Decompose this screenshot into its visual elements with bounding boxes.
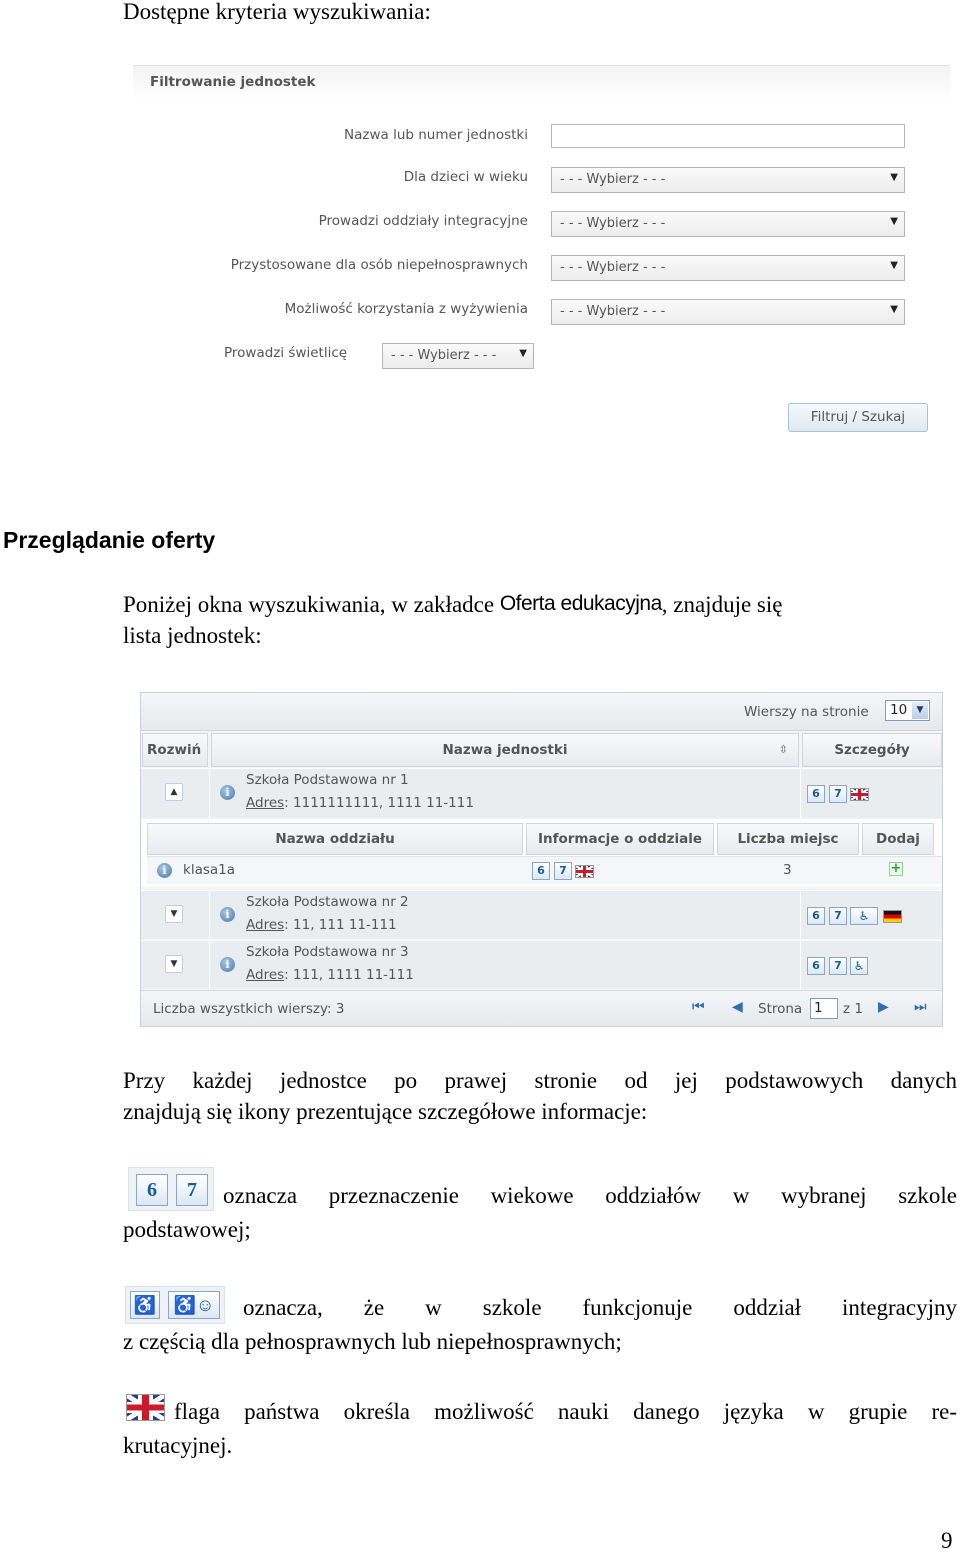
wheelchair-icon: ♿ — [130, 1291, 160, 1319]
age-badge-7[interactable]: 7 — [829, 785, 847, 803]
next-page-icon[interactable]: ▶ — [878, 999, 889, 1015]
age-select-value: - - - Wybierz - - - — [560, 172, 666, 187]
address-value: : 111, 1111 11-111 — [284, 967, 414, 983]
address-label: Adres — [246, 917, 285, 933]
disabled-select[interactable] — [551, 255, 905, 281]
expand-icon[interactable]: ▼ — [165, 905, 183, 923]
filter-label-name: Nazwa lub numer jednostki — [344, 127, 528, 143]
filter-header — [133, 65, 950, 102]
unit-name: Szkoła Podstawowa nr 3 — [246, 944, 409, 960]
class-name: klasa1a — [183, 862, 236, 878]
intro-heading: Dostępne kryteria wyszukiwania: — [123, 0, 431, 24]
page-of: z 1 — [843, 1001, 863, 1017]
legend-age-icons — [128, 1167, 214, 1211]
filter-label-integration: Prowadzi oddziały integracyjne — [318, 213, 528, 229]
table-row — [141, 768, 942, 818]
page-input[interactable] — [810, 998, 838, 1019]
uk-flag-icon[interactable] — [850, 788, 869, 801]
de-flag-icon[interactable] — [883, 910, 902, 923]
chevron-down-icon: ▼ — [890, 172, 898, 183]
prev-page-icon[interactable]: ◀ — [732, 999, 743, 1015]
legend-age-line1: oznacza przeznaczenie wiekowe oddziałów w wybranej szkole — [223, 1183, 957, 1208]
sub-col-add-header: Dodaj — [862, 823, 934, 855]
info-icon[interactable]: i — [220, 785, 235, 800]
filter-label-daycare: Prowadzi świetlicę — [224, 345, 348, 361]
places-count: 3 — [783, 862, 792, 878]
unit-address — [246, 795, 474, 811]
filter-search-button[interactable]: Filtruj / Szukaj — [788, 403, 928, 432]
legend-integration-line1: oznacza, że w szkole funkcjonuje oddział integracyjny — [243, 1295, 957, 1320]
chevron-down-icon: ▼ — [890, 304, 898, 315]
info-icon[interactable]: i — [157, 863, 172, 878]
address-label: Adres — [246, 967, 285, 983]
sub-col-places-header: Liczba miejsc — [717, 823, 859, 855]
uk-flag-icon[interactable] — [575, 865, 594, 878]
integration-select[interactable] — [551, 211, 905, 237]
filter-title: Filtrowanie jednostek — [150, 74, 316, 90]
filter-label-meals: Możliwość korzystania z wyżywienia — [284, 301, 528, 317]
sub-col-name-header: Nazwa oddziału — [147, 823, 523, 855]
age-badge-7[interactable]: 7 — [829, 907, 847, 925]
filter-label-disabled: Przystosowane dla osób niepełnosprawnych — [230, 257, 528, 273]
info-icon[interactable]: i — [220, 957, 235, 972]
name-input[interactable] — [551, 124, 905, 148]
para1-highlight: Oferta edukacyjna — [499, 592, 662, 615]
legend-age-line2: podstawowej; — [123, 1217, 251, 1242]
sub-grid — [141, 819, 942, 887]
sub-col-info-header: Informacje o oddziale — [526, 823, 714, 855]
chevron-down-icon: ▼ — [890, 260, 898, 271]
page-label: Strona — [758, 1001, 803, 1017]
filter-label-age: Dla dzieci w wieku — [403, 169, 528, 185]
age-badge-7: 7 — [176, 1174, 208, 1206]
col-name-header[interactable] — [211, 733, 799, 767]
col-name-label: Nazwa jednostki — [442, 742, 568, 758]
legend-flag-line1: flaga państwa określa możliwość nauki danego języka w grupie re- — [174, 1399, 957, 1424]
age-badge-6[interactable]: 6 — [807, 907, 825, 925]
daycare-select[interactable] — [382, 343, 534, 369]
age-badge-6[interactable]: 6 — [532, 862, 550, 880]
rows-per-page-label: Wierszy na stronie — [744, 704, 869, 720]
unit-name: Szkoła Podstawowa nr 2 — [246, 894, 409, 910]
grid-footer — [141, 990, 942, 1026]
rows-per-page-value: 10 — [890, 702, 908, 718]
address-value: : 1111111111, 1111 11-111 — [284, 795, 474, 811]
age-badge-6[interactable]: 6 — [807, 785, 825, 803]
wheelchair-icon[interactable]: ♿ — [850, 957, 868, 975]
para1-line2: lista jednostek: — [123, 623, 262, 648]
sort-icon[interactable]: ⇳ — [778, 743, 788, 756]
units-grid — [140, 692, 943, 1027]
para1-before: Poniżej okna wyszukiwania, w zakładce — [123, 592, 500, 617]
page-input-value: 1 — [814, 1000, 823, 1016]
meals-select[interactable] — [551, 299, 905, 325]
age-badge-6[interactable]: 6 — [807, 957, 825, 975]
collapse-icon[interactable]: ▲ — [165, 783, 183, 801]
legend-integration-line2: z częścią dla pełnosprawnych lub niepełnosprawnych; — [123, 1329, 622, 1354]
col-details-header: Szczegóły — [802, 733, 942, 767]
address-label: Adres — [246, 795, 285, 811]
total-rows: Liczba wszystkich wierszy: 3 — [153, 1001, 345, 1017]
daycare-select-value: - - - Wybierz - - - — [391, 348, 497, 363]
col-expand-header: Rozwiń — [142, 733, 208, 767]
rows-per-page-select[interactable] — [885, 700, 930, 721]
sub-row — [147, 856, 942, 884]
filter-panel — [133, 65, 950, 445]
meals-select-value: - - - Wybierz - - - — [560, 304, 666, 319]
info-icon[interactable]: i — [220, 907, 235, 922]
section-heading: Przeglądanie oferty — [3, 527, 216, 553]
legend-integration-icons — [125, 1286, 225, 1324]
age-badge-7[interactable]: 7 — [554, 862, 572, 880]
expand-icon[interactable]: ▼ — [165, 955, 183, 973]
grid-toolbar — [141, 693, 942, 731]
plus-icon[interactable]: + — [890, 861, 902, 876]
uk-flag-icon — [126, 1394, 165, 1421]
page-number: 9 — [941, 1528, 953, 1553]
chevron-down-icon: ▼ — [519, 348, 527, 359]
age-badge-7[interactable]: 7 — [829, 957, 847, 975]
para1-after: , znajduje się — [661, 592, 783, 617]
paragraph-offer — [123, 592, 957, 649]
integration-select-value: - - - Wybierz - - - — [560, 216, 666, 231]
unit-address — [246, 967, 414, 983]
unit-address — [246, 917, 397, 933]
chevron-down-icon: ▼ — [890, 216, 898, 227]
para2-line2: znajdują się ikony prezentujące szczegółowe informacje: — [123, 1099, 648, 1124]
address-value: : 11, 111 11-111 — [284, 917, 397, 933]
unit-name: Szkoła Podstawowa nr 1 — [246, 772, 409, 788]
age-select[interactable] — [551, 167, 905, 193]
age-badge-6: 6 — [136, 1174, 168, 1206]
last-page-icon[interactable]: ⏭ — [914, 999, 927, 1015]
paragraph-icons — [123, 1068, 957, 1125]
table-row — [141, 940, 942, 989]
first-page-icon[interactable]: ⏮ — [692, 999, 705, 1015]
chevron-down-icon: ▼ — [912, 702, 928, 719]
disabled-select-value: - - - Wybierz - - - — [560, 260, 666, 275]
legend-flag-line2: krutacyjnej. — [123, 1433, 233, 1458]
table-row — [141, 890, 942, 939]
para2-line1: Przy każdej jednostce po prawej stronie od jej podstawowych danych — [123, 1068, 957, 1093]
wheelchair-person-icon: ♿☺ — [168, 1291, 220, 1319]
wheelchair-person-icon[interactable]: ♿ — [850, 907, 878, 925]
